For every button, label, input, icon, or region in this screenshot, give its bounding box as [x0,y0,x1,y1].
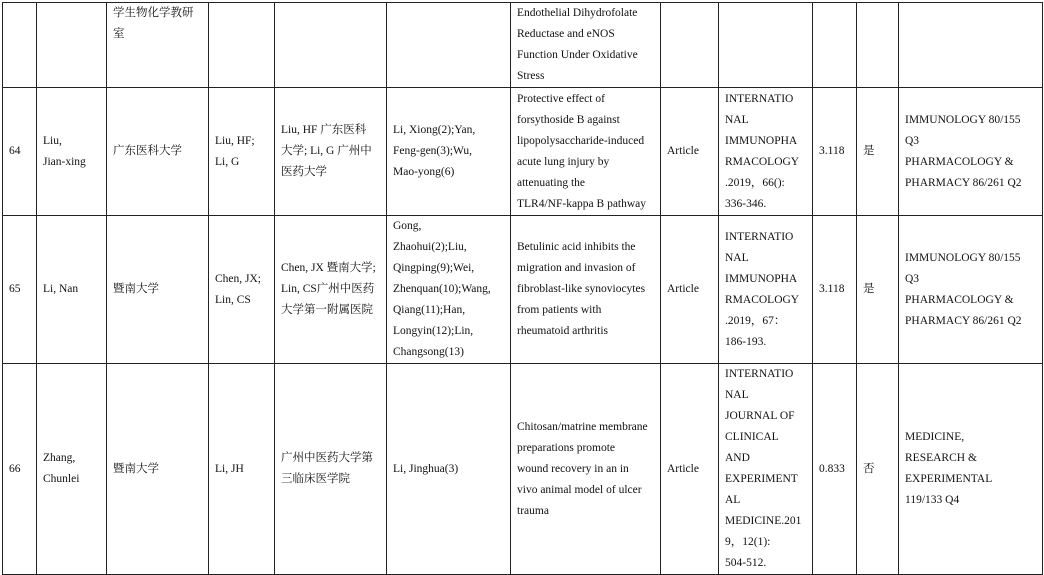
cell-type [661,3,719,88]
cell-title: Protective effect of forsythoside B against lipopolysaccharide-induced acute lung injury by attenuating the TLR4/NF-kappa B pathway [511,88,661,216]
cell-category [899,3,1043,88]
cell-unit: 学生物化学教研 室 [107,3,209,88]
cell-corr-unit: Liu, HF 广东医科 大学; Li, G 广州中 医药大学 [275,88,387,216]
cell-no: 66 [3,364,37,575]
cell-corr [209,3,275,88]
cell-no [3,3,37,88]
cell-if: 3.118 [813,88,857,216]
cell-author: Zhang, Chunlei [37,364,107,575]
cell-no: 65 [3,216,37,364]
cell-category: IMMUNOLOGY 80/155 Q3 PHARMACOLOGY & PHARMACY 86/261 Q2 [899,216,1043,364]
cell-journal: INTERNATIO NAL IMMUNOPHA RMACOLOGY .2019，67： 186-193. [719,216,813,364]
cell-category: IMMUNOLOGY 80/155 Q3 PHARMACOLOGY & PHARMACY 86/261 Q2 [899,88,1043,216]
cell-type: Article [661,364,719,575]
cell-author: Li, Nan [37,216,107,364]
cell-category: MEDICINE, RESEARCH & EXPERIMENTAL 119/133 Q4 [899,364,1043,575]
cell-flag: 是 [857,216,899,364]
cell-flag: 否 [857,364,899,575]
cell-corr: Li, JH [209,364,275,575]
cell-corr-unit: 广州中医药大学第 三临床医学院 [275,364,387,575]
cell-unit: 暨南大学 [107,364,209,575]
cell-coauthors: Li, Jinghua(3) [387,364,511,575]
cell-unit: 暨南大学 [107,216,209,364]
cell-coauthors: Gong, Zhaohui(2);Liu, Qingping(9);Wei, Zhenquan(10);Wang, Qiang(11);Han, Longyin(12);Lin, Changsong(13) [387,216,511,364]
cell-corr-unit [275,3,387,88]
table-row [3,364,1043,575]
cell-title: Chitosan/matrine membrane preparations promote wound recovery in an in vivo animal model of ulcer trauma [511,364,661,575]
cell-if: 0.833 [813,364,857,575]
cell-flag [857,3,899,88]
cell-if [813,3,857,88]
cell-type: Article [661,216,719,364]
table-row [3,3,1043,88]
cell-coauthors: Li, Xiong(2);Yan, Feng-gen(3);Wu, Mao-yong(6) [387,88,511,216]
cell-no: 64 [3,88,37,216]
publication-table [2,2,1043,575]
cell-title: Endothelial Dihydrofolate Reductase and eNOS Function Under Oxidative Stress [511,3,661,88]
table-row [3,216,1043,364]
cell-if: 3.118 [813,216,857,364]
cell-type: Article [661,88,719,216]
cell-author [37,3,107,88]
cell-corr: Chen, JX; Lin, CS [209,216,275,364]
cell-corr: Liu, HF; Li, G [209,88,275,216]
cell-journal [719,3,813,88]
cell-title: Betulinic acid inhibits the migration and invasion of fibroblast-like synoviocytes from patients with rheumatoid arthritis [511,216,661,364]
cell-author: Liu, Jian-xing [37,88,107,216]
cell-coauthors [387,3,511,88]
cell-journal: INTERNATIO NAL IMMUNOPHA RMACOLOGY .2019，66(): 336-346. [719,88,813,216]
cell-unit: 广东医科大学 [107,88,209,216]
table-row [3,88,1043,216]
cell-corr-unit: Chen, JX 暨南大学; Lin, CS广州中医药 大学第一附属医院 [275,216,387,364]
cell-flag: 是 [857,88,899,216]
cell-journal: INTERNATIO NAL JOURNAL OF CLINICAL AND EXPERIMENT AL MEDICINE.201 9，12(1): 504-512. [719,364,813,575]
